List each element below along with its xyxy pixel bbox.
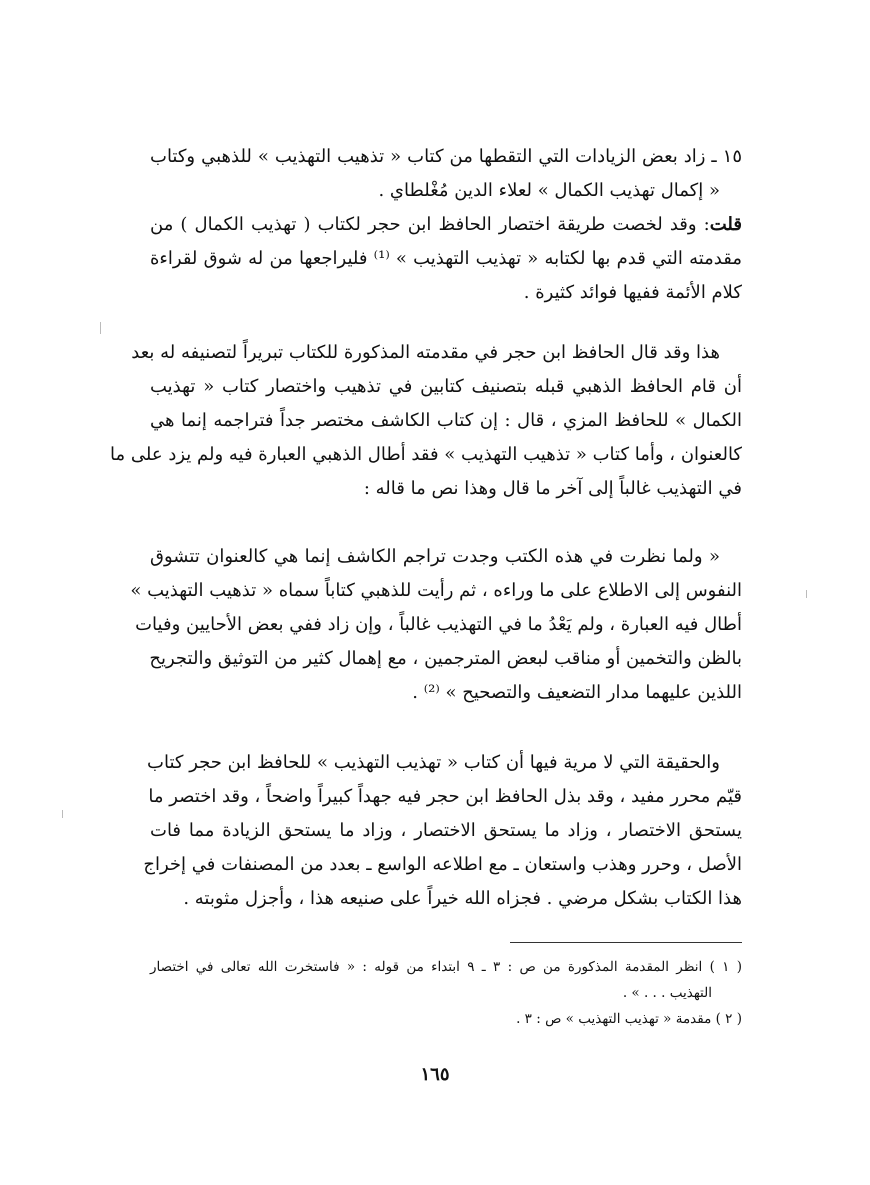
quotation-paragraph — [130, 540, 742, 710]
paragraph-3 — [143, 746, 742, 916]
text-line: الكمال » للحافظ المزي ، قال : إن كتاب الكاشف مختصر جداً فتراجمه إنما هي — [150, 410, 742, 431]
text-line: النفوس إلى الاطلاع على ما وراءه ، ثم رأيت للذهبي كتاباً سماه « تذهيب التهذيب » — [130, 580, 742, 601]
text-line: أطال فيه العبارة ، ولم يَعْدُ ما في التهذيب غالباً ، وإن زاد ففي بعض الأحايين وفيات — [135, 614, 742, 635]
text-line: كالعنوان ، وأما كتاب « تذهيب التهذيب » فقد أطال الذهبي العبارة فيه ولم يزد على ما — [110, 444, 742, 465]
footnote-1-continuation: التهذيب . . . » . — [622, 985, 712, 1001]
footnote-2: ( ٢ ) مقدمة « تهذيب التهذيب » ص : ٣ . — [516, 1011, 742, 1027]
paragraph-1 — [110, 336, 742, 506]
footnote-divider — [510, 942, 742, 943]
text-line: أن قام الحافظ الذهبي قبله بتصنيف كتابين في تذهيب واختصار كتاب « تهذيب — [150, 376, 742, 397]
text-line: هذا الكتاب بشكل مرضي . فجزاه الله خيراً على صنيعه هذا ، وأجزل مثوبته . — [183, 888, 742, 909]
margin-speck — [806, 590, 807, 598]
text-line: والحقيقة التي لا مرية فيها أن كتاب « تهذيب التهذيب » للحافظ ابن حجر كتاب — [147, 752, 720, 773]
text-line — [150, 208, 742, 242]
qult-note — [150, 208, 742, 310]
footnote-1: ( ١ ) انظر المقدمة المذكورة من ص : ٣ ـ ٩ ابتداء من قوله : « فاستخرت الله تعالى في اختصار — [150, 959, 743, 975]
text-line: في التهذيب غالباً إلى آخر ما قال وهذا نص ما قاله : — [363, 478, 742, 499]
text-line: هذا وقد قال الحافظ ابن حجر في مقدمته المذكورة للكتاب تبريراً لتصنيفه له بعد — [131, 342, 720, 363]
text-line: « إكمال تهذيب الكمال » لعلاء الدين مُغْلطاي . — [378, 180, 720, 201]
list-item-15 — [150, 140, 742, 208]
margin-speck — [100, 322, 101, 334]
margin-speck — [62, 810, 63, 818]
text-line: يستحق الاختصار ، وزاد ما يستحق الاختصار ، وزاد ما يستحق الزيادة مما فات — [150, 820, 742, 841]
page-number: ١٦٥ — [420, 1064, 450, 1085]
footnotes — [150, 954, 742, 1032]
text-line: كلام الأئمة ففيها فوائد كثيرة . — [523, 282, 742, 303]
text-line: الأصل ، وحرر وهذب واستعان ـ مع اطلاعه الواسع ـ بعدد من المصنفات في إخراج — [143, 854, 742, 875]
text-line: مقدمته التي قدم بها لكتابه « تهذيب التهذيب » ⁽¹⁾ فليراجعها من له شوق لقراءة — [150, 248, 742, 269]
text-line: ١٥ ـ زاد بعض الزيادات التي التقطها من كتاب « تذهيب التهذيب » للذهبي وكتاب — [150, 146, 742, 167]
text-line: « ولما نظرت في هذه الكتب وجدت تراجم الكاشف إنما هي كالعنوان تتشوق — [150, 546, 720, 567]
text-line: اللذين عليهما مدار التضعيف والتصحيح » ⁽²⁾ . — [412, 682, 742, 703]
qult-text: : وقد لخصت طريقة اختصار الحافظ ابن حجر لكتاب ( تهذيب الكمال ) من — [150, 214, 710, 235]
qult-label: قلت — [709, 214, 742, 235]
text-line: قيّم محرر مفيد ، وقد بذل الحافظ ابن حجر فيه جهداً كبيراً واضحاً ، وقد اختصر ما — [148, 786, 742, 807]
text-line: بالظن والتخمين أو مناقب لبعض المترجمين ، مع إهمال كثير من التوثيق والتجريح — [149, 648, 742, 669]
